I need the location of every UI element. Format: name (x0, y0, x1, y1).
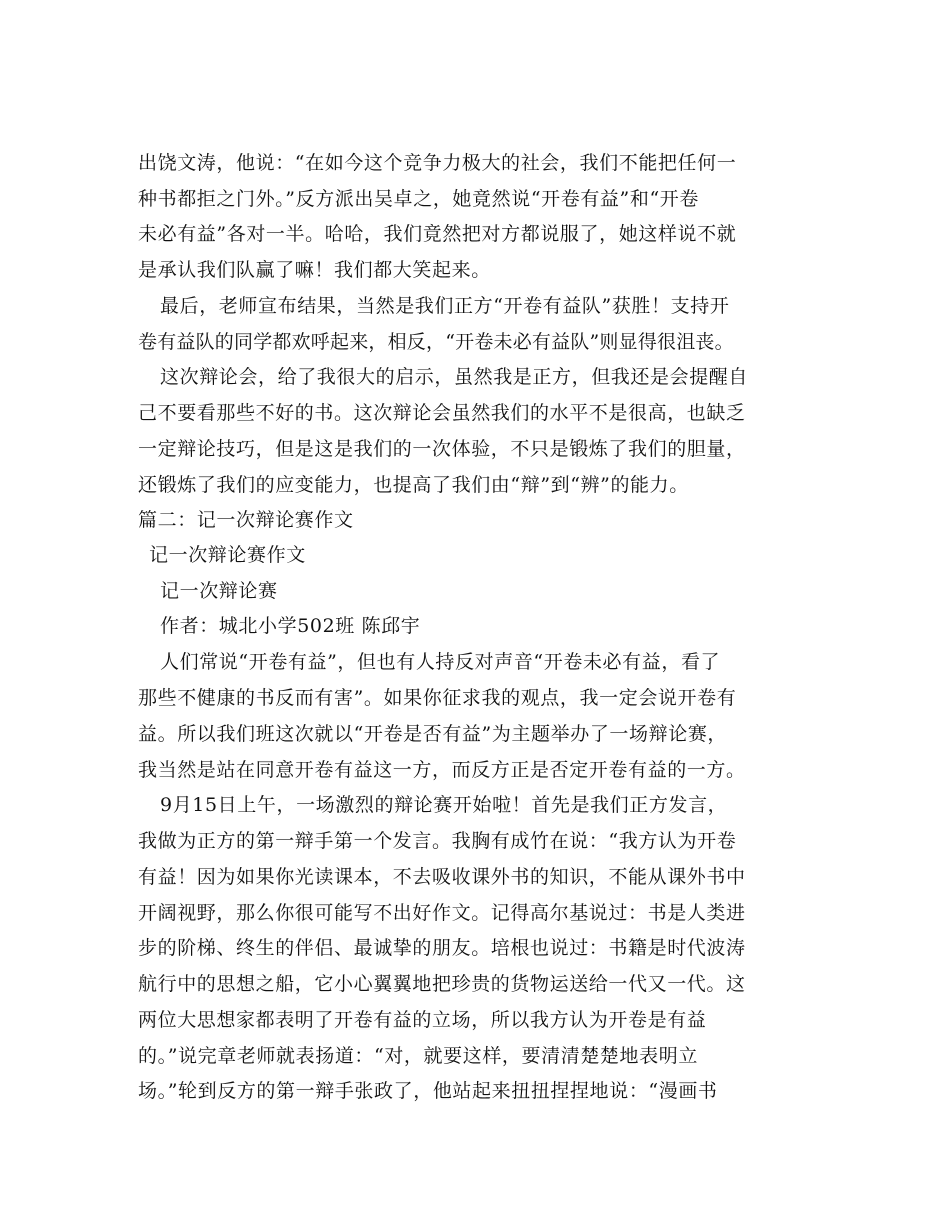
text-line: 那些不健康的书反而有害”。如果你征求我的观点，我一定会说开卷有 (138, 687, 737, 709)
text-line: 出饶文涛，他说：“在如今这个竞争力极大的社会，我们不能把任何一 (138, 152, 737, 174)
text-line: 最后，老师宣布结果，当然是我们正方“开卷有益队”获胜！支持开 (160, 295, 730, 317)
text-line: 卷有益队的同学都欢呼起来，相反，“开卷未必有益队”则显得很沮丧。 (138, 331, 734, 353)
text-line: 还锻炼了我们的应变能力，也提高了我们由“辩”到“辨”的能力。 (138, 474, 689, 496)
article-title: 记一次辩论赛作文 (149, 544, 306, 566)
text-line: 场。”轮到反方的第一辩手张政了，他站起来扭扭捏捏地说：“漫画书 (138, 1080, 718, 1102)
text-line: 种书都拒之门外。”反方派出吴卓之，她竟然说“开卷有益”和“开卷 (138, 188, 699, 210)
text-line: 人们常说“开卷有益”，但也有人持反对声音“开卷未必有益，看了 (160, 651, 721, 673)
text-line: 步的阶梯、终生的伴侣、最诚挚的朋友。培根也说过：书籍是时代波涛 (138, 937, 746, 959)
text-line: 航行中的思想之船，它小心翼翼地把珍贵的货物运送给一代又一代。这 (138, 973, 746, 995)
text-line: 我当然是站在同意开卷有益这一方，而反方正是否定开卷有益的一方。 (138, 759, 746, 781)
text-line: 己不要看那些不好的书。这次辩论会虽然我们的水平不是很高，也缺乏 (138, 402, 746, 424)
author-line: 作者：城北小学502班 陈邱宇 (160, 615, 421, 637)
text-line: 9月15日上午，一场激烈的辩论赛开始啦！首先是我们正方发言， (160, 794, 728, 816)
article-subtitle: 记一次辩论赛 (160, 580, 278, 602)
text-line: 一定辩论技巧，但是这是我们的一次体验，不只是锻炼了我们的胆量， (138, 438, 746, 460)
text-line: 两位大思想家都表明了开卷有益的立场，所以我方认为开卷是有益 (138, 1009, 707, 1031)
text-line: 未必有益”各对一半。哈哈，我们竟然把对方都说服了，她这样说不就 (138, 223, 737, 245)
text-line: 我做为正方的第一辩手第一个发言。我胸有成竹在说：“我方认为开卷 (138, 830, 737, 852)
text-line: 开阔视野，那么你很可能写不出好作文。记得高尔基说过：书是人类进 (138, 902, 746, 924)
text-line: 这次辩论会，给了我很大的启示，虽然我是正方，但我还是会提醒自 (160, 366, 749, 388)
text-line: 益。所以我们班这次就以“开卷是否有益”为主题举办了一场辩论赛， (138, 723, 728, 745)
text-line: 有益！因为如果你光读课本，不去吸收课外书的知识，不能从课外书中 (138, 866, 746, 888)
section-heading: 篇二：记一次辩论赛作文 (138, 509, 354, 531)
text-line: 是承认我们队赢了嘛！我们都大笑起来。 (138, 259, 491, 281)
text-line: 的。”说完章老师就表扬道：“对，就要这样，要清清楚楚地表明立 (138, 1045, 698, 1067)
